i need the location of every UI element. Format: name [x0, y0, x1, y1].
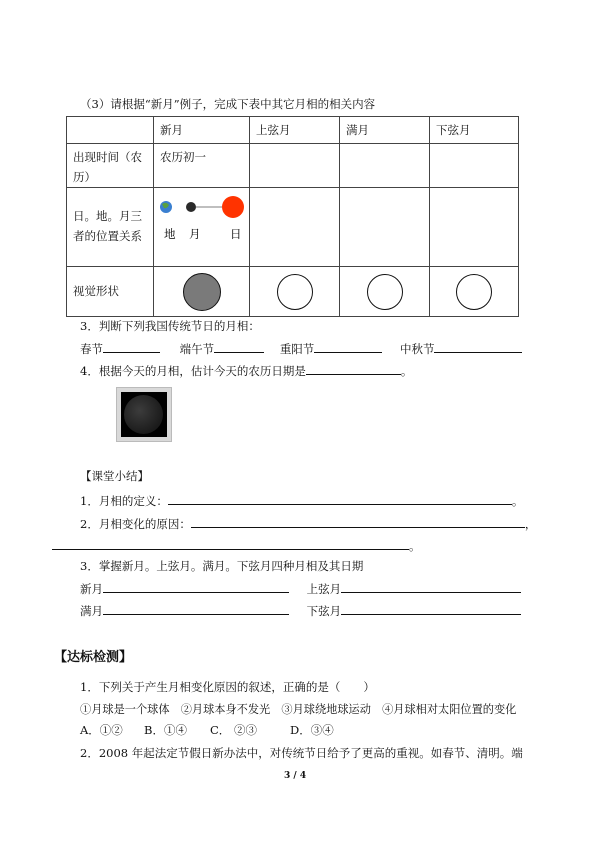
empty-moon-shape-icon: [456, 274, 492, 310]
answer-blank[interactable]: [214, 340, 264, 353]
moon-icon: [186, 202, 196, 212]
test-q1-statements: ①月球是一个球体 ②月球本身不发光 ③月球绕地球运动 ④月球相对太阳位置的变化: [80, 703, 517, 716]
label-earth: 地: [164, 227, 176, 241]
q4-line: 4．根据今天的月相，估计今天的农历日期是 。: [80, 364, 413, 378]
test-q1: 1．下列关于产生月相变化原因的叙述，正确的是（ ）: [80, 680, 375, 694]
summary-item-2-cont: 。: [52, 537, 421, 554]
phase-line-1: [80, 580, 521, 597]
moon-phase-table: [66, 116, 519, 317]
row-label-shape: 视觉形状: [67, 267, 154, 317]
answer-blank[interactable]: [103, 580, 289, 593]
table-header-corner: [67, 117, 154, 144]
q3-festivals-prompt: 3．判断下列我国传统节日的月相：: [80, 319, 260, 333]
answer-blank[interactable]: [103, 340, 160, 353]
q4-prompt: 4．根据今天的月相，估计今天的农历日期是: [80, 364, 306, 378]
cell-full-moon-diagram[interactable]: [340, 188, 430, 267]
festival-label: 春节: [80, 342, 103, 356]
moon-photo: [116, 387, 172, 442]
choice-b[interactable]: B．①④: [144, 723, 187, 737]
test-q1-choices: [80, 722, 334, 738]
phase-label: 满月: [80, 604, 103, 618]
test-q2: 2．2008 年起法定节假日新办法中，对传统节日给予了更高的重视。如春节、清明。端: [80, 746, 523, 760]
festival-label: 端午节: [179, 342, 215, 356]
cell-newmoon-shape: [154, 267, 250, 317]
festival-line: [80, 340, 522, 357]
answer-blank[interactable]: [191, 515, 525, 528]
summary-item-3: 3．掌握新月。上弦月。满月。下弦月四种月相及其日期: [80, 559, 364, 573]
phase-label: 上弦月: [306, 582, 342, 596]
label-moon: 月: [189, 227, 201, 241]
phase-label: 新月: [80, 582, 103, 596]
cell-newmoon-time: 农历初一: [154, 144, 250, 188]
festival-label: 重阳节: [279, 342, 315, 356]
table-header-first-quarter: 上弦月: [250, 117, 340, 144]
cell-first-quarter-diagram[interactable]: [250, 188, 340, 267]
cell-last-quarter-diagram[interactable]: [430, 188, 519, 267]
cell-full-moon-shape[interactable]: [340, 267, 430, 317]
answer-blank[interactable]: [168, 492, 512, 505]
test-section-title: 【达标检测】: [54, 650, 133, 665]
moon-photo-background: [121, 392, 167, 437]
cell-first-quarter-shape[interactable]: [250, 267, 340, 317]
cell-full-moon-time[interactable]: [340, 144, 430, 188]
row-label-position: 日。地。月三 者的位置关系: [67, 188, 154, 267]
answer-blank[interactable]: [341, 602, 521, 615]
sun-earth-moon-diagram: [154, 188, 249, 263]
choice-a[interactable]: A．①②: [80, 723, 123, 737]
phase-line-2: [80, 602, 521, 619]
dark-moon-icon: [124, 395, 163, 434]
summary-title: 【课堂小结】: [80, 469, 149, 483]
answer-blank[interactable]: [306, 362, 401, 375]
cell-newmoon-diagram: [154, 188, 250, 267]
q3-intro: （3）请根据“新月”例子，完成下表中其它月相的相关内容: [80, 97, 376, 111]
answer-blank[interactable]: [314, 340, 382, 353]
cell-last-quarter-shape[interactable]: [430, 267, 519, 317]
festival-label: 中秋节: [399, 342, 435, 356]
page-number: 3 / 4: [284, 771, 307, 781]
empty-moon-shape-icon: [277, 274, 313, 310]
new-moon-shape-icon: [183, 273, 221, 311]
answer-blank[interactable]: [434, 340, 522, 353]
choice-c[interactable]: C． ②③: [210, 723, 257, 737]
phase-label: 下弦月: [306, 604, 342, 618]
sun-icon: [222, 196, 244, 218]
cell-last-quarter-time[interactable]: [430, 144, 519, 188]
summary-item-1: 1．月相的定义： 。: [80, 494, 524, 508]
table-header-last-quarter: 下弦月: [430, 117, 519, 144]
choice-d[interactable]: D．③④: [290, 723, 334, 737]
answer-blank[interactable]: [103, 602, 289, 615]
table-header-new-moon: 新月: [154, 117, 250, 144]
empty-moon-shape-icon: [367, 274, 403, 310]
table-header-full-moon: 满月: [340, 117, 430, 144]
cell-first-quarter-time[interactable]: [250, 144, 340, 188]
answer-blank[interactable]: [341, 580, 521, 593]
summary-item-2: 2．月相变化的原因： ，: [80, 517, 537, 531]
row-label-appear-time: 出现时间（农 历）: [67, 144, 154, 188]
answer-blank[interactable]: [52, 537, 409, 550]
label-sun: 日: [230, 227, 242, 241]
